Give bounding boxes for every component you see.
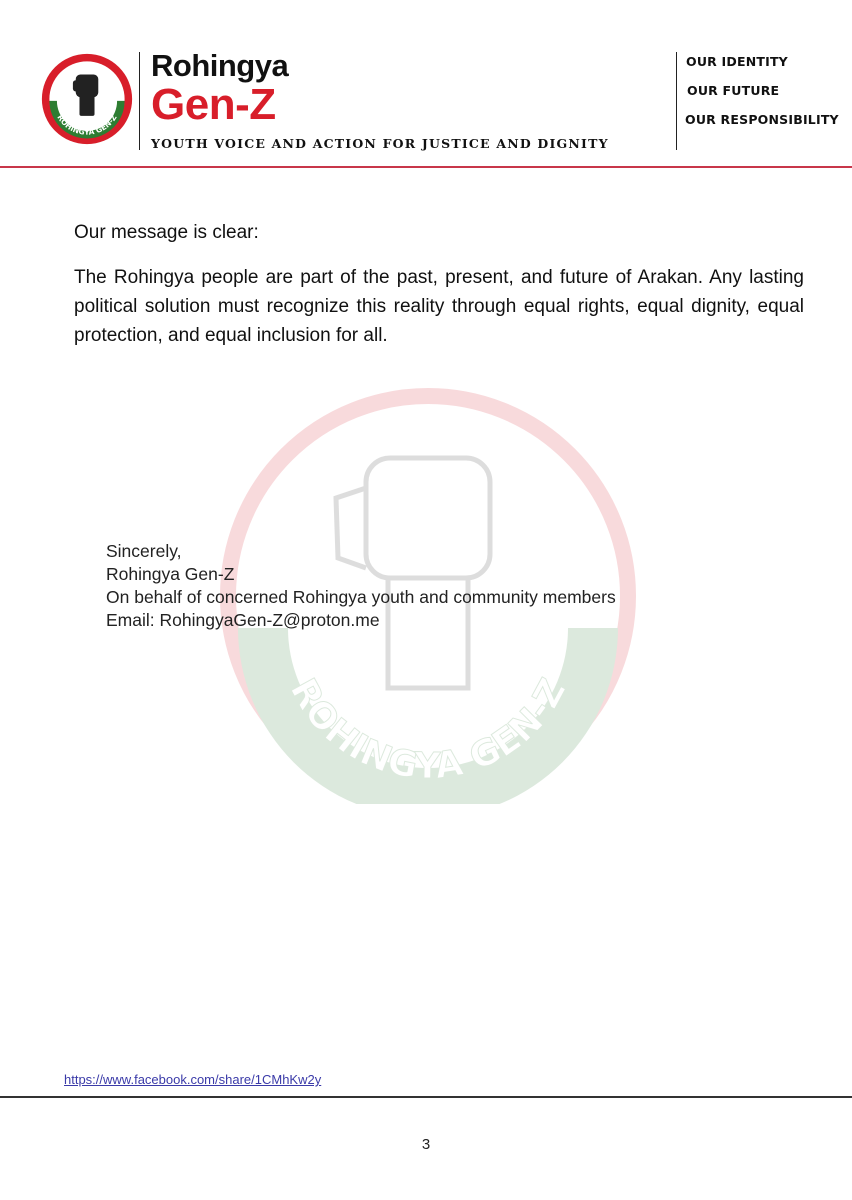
brand-name-line1: Rohingya bbox=[151, 48, 289, 83]
motto-responsibility: OUR RESPONSIBILITY bbox=[685, 112, 839, 127]
signoff-behalf: On behalf of concerned Rohingya youth and community members bbox=[106, 587, 616, 607]
header-divider-right bbox=[676, 52, 677, 150]
motto-future: OUR FUTURE bbox=[687, 83, 780, 98]
facebook-share-link[interactable]: https://www.facebook.com/share/1CMhKw2y bbox=[64, 1072, 322, 1087]
signoff-block bbox=[106, 540, 616, 632]
signoff-email: Email: RohingyaGen-Z@proton.me bbox=[106, 610, 380, 630]
logo-ring-text: ROHINGYA GEN-Z bbox=[55, 113, 119, 137]
header-divider-left bbox=[139, 52, 140, 150]
rohingya-genz-logo bbox=[40, 52, 134, 146]
motto-list bbox=[685, 54, 839, 141]
brand-name-line2: Gen-Z bbox=[151, 80, 276, 129]
message-paragraph: The Rohingya people are part of the past, present, and future of Arakan. Any lasting political solution must recognize this reality through equal rights, equal dignity, equal protection, and equal inclusion for all. bbox=[74, 267, 804, 346]
footer-rule bbox=[0, 1096, 852, 1098]
letterhead bbox=[0, 0, 852, 168]
motto-identity: OUR IDENTITY bbox=[686, 54, 788, 69]
watermark-ring-text: ROHINGYA GEN-Z bbox=[281, 672, 575, 788]
signoff-name: Rohingya Gen-Z bbox=[106, 564, 235, 584]
lead-sentence: Our message is clear: bbox=[74, 222, 259, 243]
header-rule bbox=[0, 166, 852, 168]
brand-tagline: YOUTH VOICE AND ACTION FOR JUSTICE AND DIGNITY bbox=[151, 136, 609, 151]
signoff-closing: Sincerely, bbox=[106, 541, 182, 561]
page-number: 3 bbox=[421, 1136, 431, 1153]
